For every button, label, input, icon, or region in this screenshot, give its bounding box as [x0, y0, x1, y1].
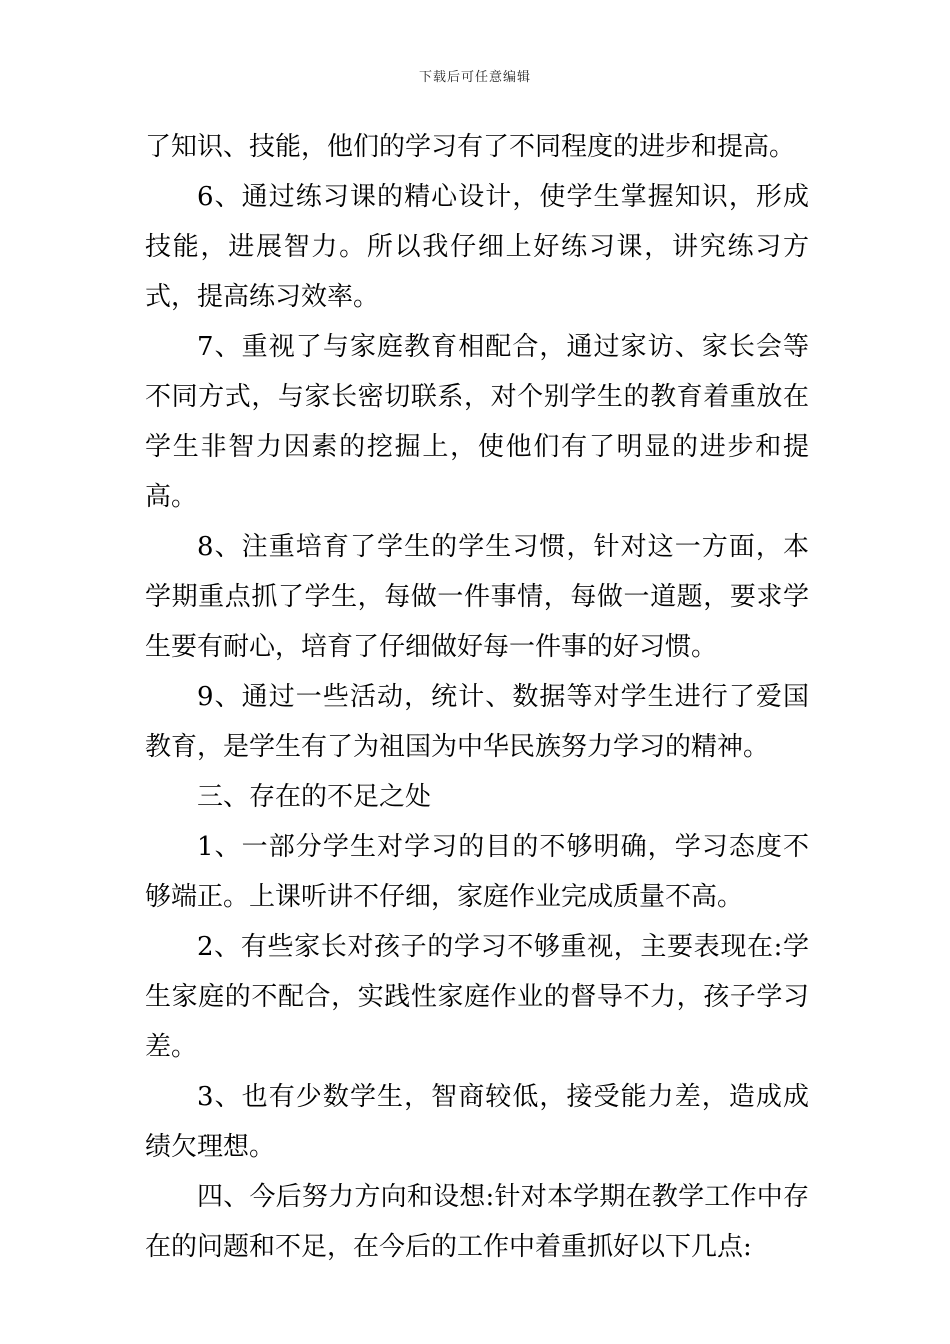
section-heading-future-plans: 四、今后努力方向和设想:针对本学期在教学工作中存在的问题和不足，在今后的工作中着重抓好以下几点: [145, 1182, 809, 1262]
section-heading-shortcomings: 三、存在的不足之处 [197, 782, 432, 812]
paragraph-continuation: 了知识、技能，他们的学习有了不同程度的进步和提高。 [145, 132, 796, 162]
paragraph-item-9: 9、通过一些活动，统计、数据等对学生进行了爱国教育，是学生有了为祖国为中华民族努力学习的精神。 [145, 682, 809, 762]
paragraph-item-6: 6、通过练习课的精心设计，使学生掌握知识，形成技能，进展智力。所以我仔细上好练习课，讲究练习方式，提高练习效率。 [145, 182, 809, 312]
paragraph-item-7: 7、重视了与家庭教育相配合，通过家访、家长会等不同方式，与家长密切联系，对个别学生的教育着重放在学生非智力因素的挖掘上，使他们有了明显的进步和提高。 [145, 332, 809, 512]
page-header-note: 下载后可任意编辑 [418, 70, 531, 85]
paragraph-item-8: 8、注重培育了学生的学生习惯，针对这一方面，本学期重点抓了学生，每做一件事情，每做一道题，要求学生要有耐心，培育了仔细做好每一件事的好习惯。 [145, 532, 809, 662]
paragraph-shortcoming-1: 1、一部分学生对学习的目的不够明确，学习态度不够端正。上课听讲不仔细，家庭作业完成质量不高。 [145, 832, 809, 912]
document-body [145, 122, 809, 1272]
paragraph-shortcoming-3: 3、也有少数学生，智商较低，接受能力差，造成成绩欠理想。 [145, 1082, 809, 1162]
paragraph-shortcoming-2: 2、有些家长对孩子的学习不够重视，主要表现在:学生家庭的不配合，实践性家庭作业的督导不力，孩子学习差。 [145, 932, 809, 1062]
